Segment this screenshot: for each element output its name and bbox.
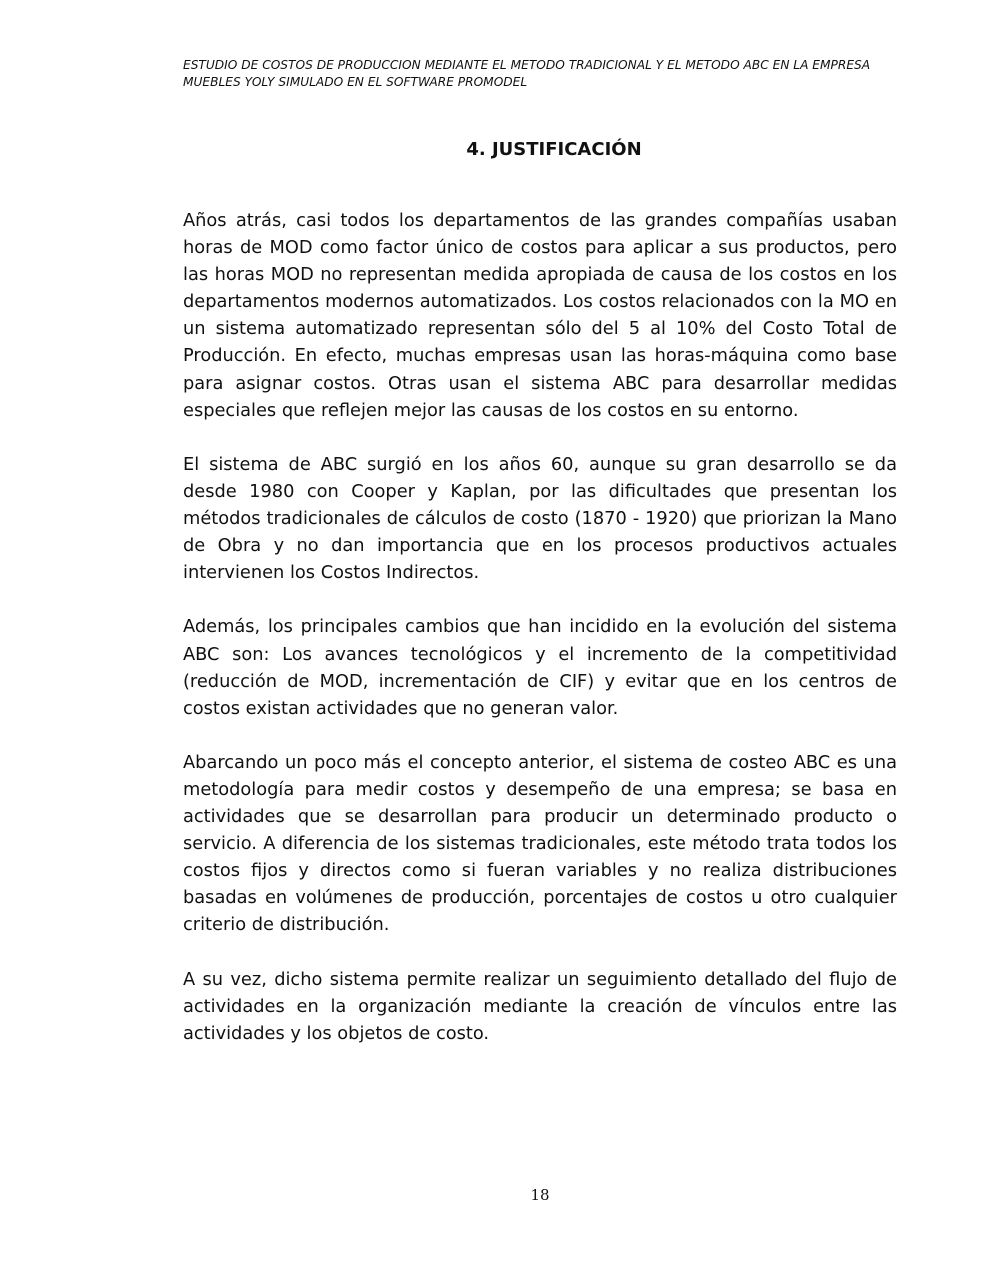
paragraph-3: Además, los principales cambios que han incidido en la evolución del sistema ABC son: Los avances tecnológicos y el incremento de la competitividad (reducción de MOD, incrementación de CIF) y evitar que en los centros de costos existan actividades que no generan valor. [183,616,897,719]
paragraph-1: Años atrás, casi todos los departamentos de las grandes compañías usaban horas de MOD como factor único de costos para aplicar a sus productos, pero las horas MOD no representan medida apropiada de causa de los costos en los departamentos modernos automatizados. Los costos relacionados con la MO en un sistema automatizado representan sólo del 5 al 10% del Costo Total de Producción. En efecto, muchas empresas usan las horas-máquina como base para asignar costos. Otras usan el sistema ABC para desarrollar medidas especiales que reflejen mejor las causas de los costos en su entorno. [183,210,897,421]
section-title: 4. JUSTIFICACIÓN [466,139,642,160]
paragraph-4: Abarcando un poco más el concepto anterior, el sistema de costeo ABC es una metodología para medir costos y desempeño de una empresa; se basa en actividades que se desarrollan para producir un determinado producto o servicio. A diferencia de los sistemas tradicionales, este método trata todos los costos fijos y directos como si fueran variables y no realiza distribuciones basadas en volúmenes de producción, porcentajes de costos u otro cualquier criterio de distribución. [183,751,897,936]
page-number: 18 [530,1186,550,1204]
paragraph-2: El sistema de ABC surgió en los años 60, aunque su gran desarrollo se da desde 1980 con Cooper y Kaplan, por las dificultades que presentan los métodos tradicionales de cálculos de costo (1870 - 1920) que priorizan la Mano de Obra y no dan importancia que en los procesos productivos actuales intervienen los Costos Indirectos. [183,453,897,584]
body-text [183,207,897,1074]
paragraph-5: A su vez, dicho sistema permite realizar un seguimiento detallado del flujo de actividades en la organización mediante la creación de vínculos entre las actividades y los objetos de costo. [183,968,897,1044]
running-header: ESTUDIO DE COSTOS DE PRODUCCION MEDIANTE EL METODO TRADICIONAL Y EL METODO ABC EN LA EMPRESA MUEBLES YOLY SIMULADO EN EL SOFTWARE PROMODEL [183,58,871,89]
